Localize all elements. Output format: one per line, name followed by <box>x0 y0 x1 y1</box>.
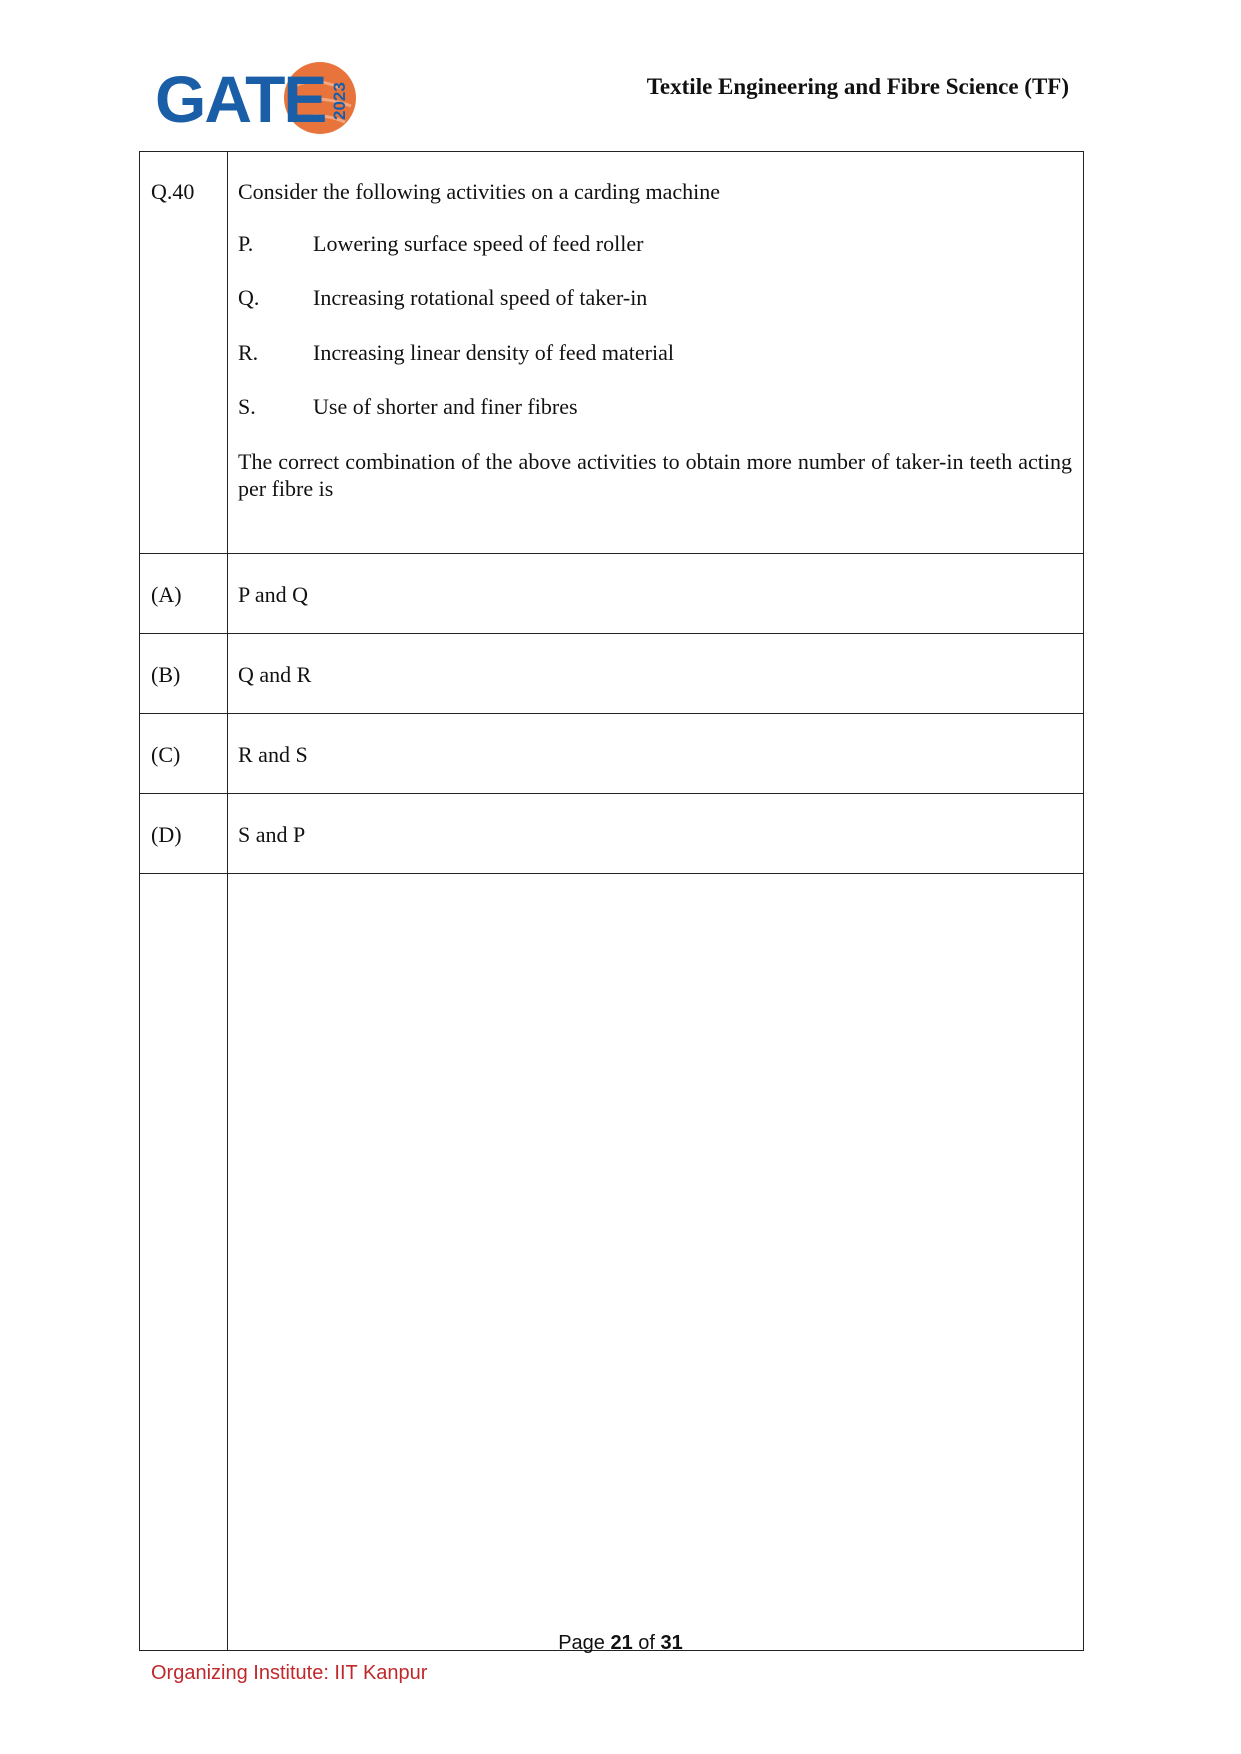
option-text: P and Q <box>228 554 1084 634</box>
question-body <box>228 152 1084 554</box>
activity-list <box>238 230 1072 421</box>
blank-cell <box>140 874 228 1651</box>
blank-cell <box>228 874 1084 1651</box>
blank-row <box>140 874 1084 1651</box>
option-label: (A) <box>140 554 228 634</box>
gate-2023-logo <box>155 58 365 138</box>
option-label: (D) <box>140 794 228 874</box>
question-table <box>139 151 1084 1651</box>
option-text: Q and R <box>228 634 1084 714</box>
activity-item <box>238 284 1072 312</box>
activity-label: Q. <box>238 285 260 310</box>
page-current: 21 <box>610 1632 633 1654</box>
page-total: 31 <box>660 1632 683 1654</box>
page-of: of <box>638 1632 655 1654</box>
organizing-institute: Organizing Institute: IIT Kanpur <box>151 1662 428 1684</box>
logo-wordmark: GATE <box>155 62 326 136</box>
activity-label: P. <box>238 230 254 256</box>
option-text: S and P <box>228 794 1084 874</box>
activity-label: R. <box>238 339 259 365</box>
activity-text: Increasing linear density of feed material <box>313 339 675 365</box>
activity-text: Increasing rotational speed of taker-in <box>313 285 648 310</box>
question-stem: Consider the following activities on a carding machine <box>238 179 721 204</box>
activity-item <box>238 339 1072 367</box>
option-label: (C) <box>140 714 228 794</box>
subject-title: Textile Engineering and Fibre Science (TF) <box>646 74 1069 99</box>
question-row <box>140 152 1084 554</box>
option-row <box>140 714 1084 794</box>
question-number: Q.40 <box>140 152 228 554</box>
activity-item <box>238 230 1072 258</box>
logo-year: 2023 <box>330 82 349 120</box>
activity-label: S. <box>238 394 256 419</box>
option-row <box>140 634 1084 714</box>
option-label: (B) <box>140 634 228 714</box>
option-row <box>140 794 1084 874</box>
option-text: R and S <box>228 714 1084 794</box>
question-prompt: The correct combination of the above activities to obtain more number of taker-in teeth acting per fibre is <box>238 448 1072 501</box>
page-number <box>0 1632 1241 1655</box>
option-row <box>140 554 1084 634</box>
activity-text: Lowering surface speed of feed roller <box>313 230 644 256</box>
activity-item <box>238 393 1072 421</box>
activity-text: Use of shorter and finer fibres <box>313 394 578 419</box>
page-prefix: Page <box>558 1632 605 1654</box>
